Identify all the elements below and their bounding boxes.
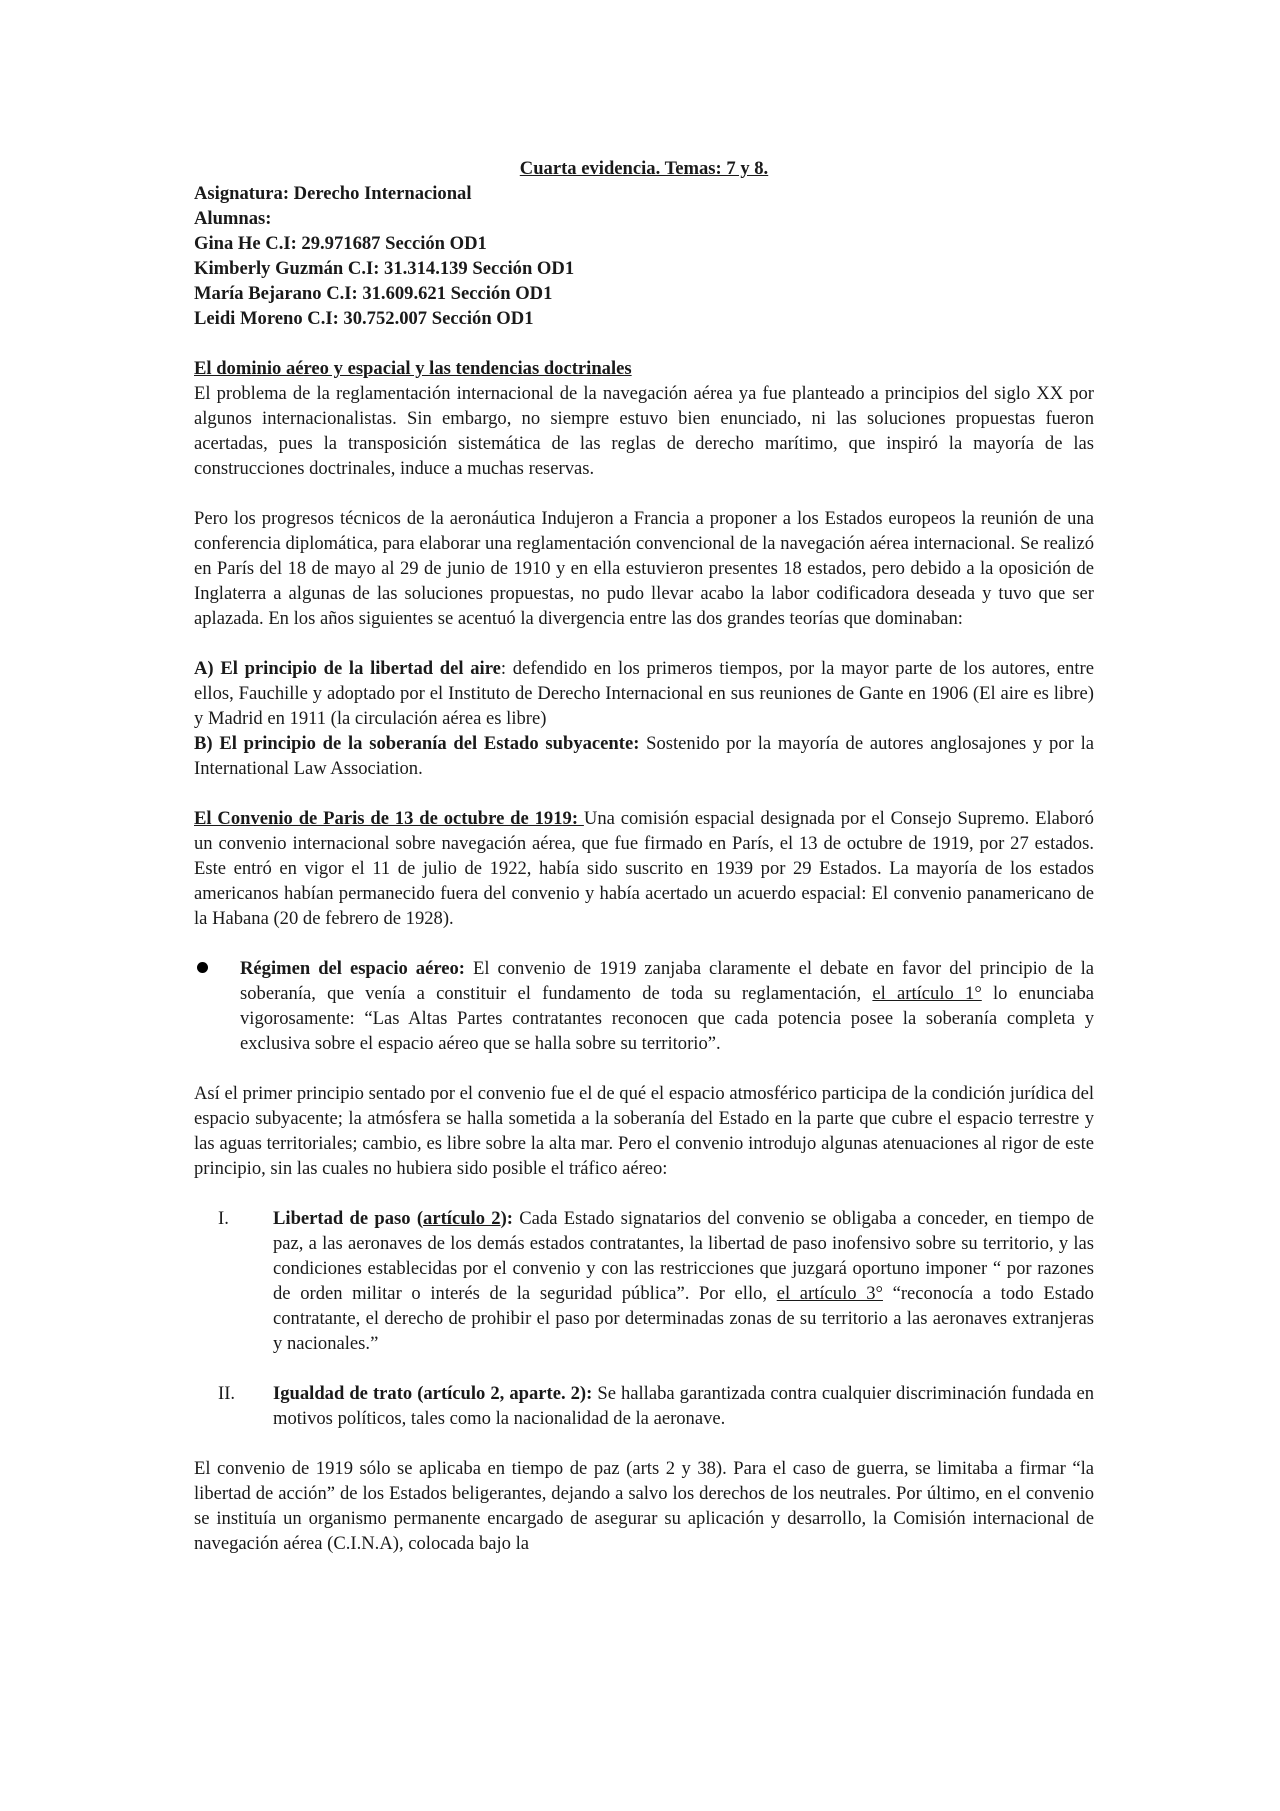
bullet-label: Régimen del espacio aéreo: bbox=[240, 958, 465, 979]
students-label: Alumnas: bbox=[194, 208, 272, 229]
theory-b-label: B) El principio de la soberanía del Estado subyacente: bbox=[194, 733, 640, 754]
paragraph-problema: El problema de la reglamentación internacional de la navegación aérea ya fue planteado a principios del siglo XX por algunos internacionalistas. Sin embargo, no siempre estuvo bien enunciado, ni las soluciones propuestas fueron acertadas, pues la transposición sistemática de las reglas de derecho marítimo, que inspiró la mayoría de las construcciones doctrinales, induce a muchas reservas. bbox=[194, 383, 1094, 479]
list-number: I. bbox=[218, 1208, 229, 1229]
article-link: el artículo 3° bbox=[776, 1283, 883, 1304]
student-line: Kimberly Guzmán C.I: 31.314.139 Sección OD1 bbox=[194, 258, 575, 279]
article-link: el artículo 1° bbox=[872, 983, 982, 1004]
paragraph-progresos: Pero los progresos técnicos de la aeronáutica Indujeron a Francia a proponer a los Estados europeos la reunión de una conferencia diplomática, para elaborar una reglamentación convencional de la navegación aérea internacional. Se realizó en París del 18 de mayo al 29 de junio de 1910 y en ella estuvieron presentes 18 estados, pero debido a la oposición de Inglaterra a algunas de las soluciones propuestas, no pudo llevar acabo la labor codificadora deseada y tuvo que ser aplazada. En los años siguientes se acentuó la divergencia entre las dos grandes teorías que dominaban: bbox=[194, 508, 1094, 629]
list-label: Igualdad de trato (artículo 2, aparte. 2): bbox=[273, 1383, 593, 1404]
paragraph-closing: El convenio de 1919 sólo se aplicaba en tiempo de paz (arts 2 y 38). Para el caso de guerra, se limitaba a firmar “la libertad de acción” de los Estados beligerantes, dejando a salvo los derechos de los neutrales. Por último, en el convenio se instituía un organismo permanente encargado de asegurar su aplicación y desarrollo, la Comisión internacional de navegación aérea (C.I.N.A), colocada bajo la bbox=[194, 1458, 1094, 1554]
theory-b bbox=[194, 731, 1094, 781]
theory-a-text: : defendido en los primeros tiempos, por la mayor parte de los autores, entre ellos, Fauchille y adoptado por el Instituto de Derecho Internacional en sus reuniones de Gante en 1906 (El aire es libre) y Madrid en 1911 (la circulación aérea es libre) bbox=[194, 658, 1094, 729]
theory-b-text: Sostenido por la mayoría de autores anglosajones y por la International Law Association. bbox=[194, 733, 1094, 779]
list-text-end: “reconocía a todo Estado contratante, el derecho de prohibir el paso por determinadas zonas de su territorio a las aeronaves extranjeras y nacionales.” bbox=[273, 1283, 1094, 1354]
paragraph-convenio bbox=[194, 806, 1094, 931]
bullet-text-end: lo enunciaba vigorosamente: “Las Altas Partes contratantes reconocen que cada potencia posee la soberanía completa y exclusiva sobre el espacio aéreo que se halla sobre su territorio”. bbox=[240, 983, 1095, 1054]
document-page bbox=[194, 156, 1094, 1556]
list-item-igualdad bbox=[194, 1381, 1094, 1431]
list-label-end: ): bbox=[500, 1208, 513, 1229]
list-label: Libertad de paso ( bbox=[273, 1208, 424, 1229]
document-title: Cuarta evidencia. Temas: 7 y 8. bbox=[519, 158, 769, 179]
article-link: artículo 2 bbox=[423, 1208, 501, 1229]
student-line: María Bejarano C.I: 31.609.621 Sección OD1 bbox=[194, 283, 553, 304]
student-line: Leidi Moreno C.I: 30.752.007 Sección OD1 bbox=[194, 308, 534, 329]
list-number: II. bbox=[218, 1383, 236, 1404]
paragraph-asi: Así el primer principio sentado por el convenio fue el de qué el espacio atmosférico participa de la condición jurídica del espacio subyacente; la atmósfera se halla sometida a la soberanía del Estado en la parte que cubre el espacio terrestre y las aguas territoriales; cambio, es libre sobre la alta mar. Pero el convenio introdujo algunas atenuaciones al rigor de este principio, sin las cuales no hubiera sido posible el tráfico aéreo: bbox=[194, 1083, 1094, 1179]
bullet-icon bbox=[197, 962, 208, 973]
convenio-text: Una comisión espacial designada por el Consejo Supremo. Elaboró un convenio internacional sobre navegación aérea, que fue firmado en París, el 13 de octubre de 1919, por 27 estados. Este entró en vigor el 11 de julio de 1922, había sido suscrito en 1939 por 29 Estados. La mayoría de los estados americanos habían permanecido fuera del convenio y había acertado un acuerdo espacial: El convenio panamericano de la Habana (20 de febrero de 1928). bbox=[194, 808, 1094, 929]
theory-a bbox=[194, 656, 1094, 731]
list-text: Cada Estado signatarios del convenio se obligaba a conceder, en tiempo de paz, a las aeronaves de los demás estados contratantes, la libertad de paso inofensivo sobre su territorio, y las condiciones establecidas por el convenio y con las restricciones que juzgará oportuno imponer “ por razones de orden militar o interés de la seguridad pública”. Por ello, bbox=[273, 1208, 1094, 1304]
section-heading-dominio: El dominio aéreo y espacial y las tendencias doctrinales bbox=[194, 358, 632, 379]
bullet-text: El convenio de 1919 zanjaba claramente el debate en favor del principio de la soberanía, que venía a constituir el fundamento de toda su reglamentación, bbox=[240, 958, 1094, 1004]
theory-a-label: A) El principio de la libertad del aire bbox=[194, 658, 501, 679]
subject-line: Asignatura: Derecho Internacional bbox=[194, 183, 472, 204]
section-heading-convenio: El Convenio de Paris de 13 de octubre de 1919: bbox=[194, 808, 584, 829]
bullet-item-regimen bbox=[194, 956, 1094, 1056]
list-text: Se hallaba garantizada contra cualquier discriminación fundada en motivos políticos, tales como la nacionalidad de la aeronave. bbox=[273, 1383, 1095, 1429]
student-line: Gina He C.I: 29.971687 Sección OD1 bbox=[194, 233, 487, 254]
list-item-libertad bbox=[194, 1206, 1094, 1356]
